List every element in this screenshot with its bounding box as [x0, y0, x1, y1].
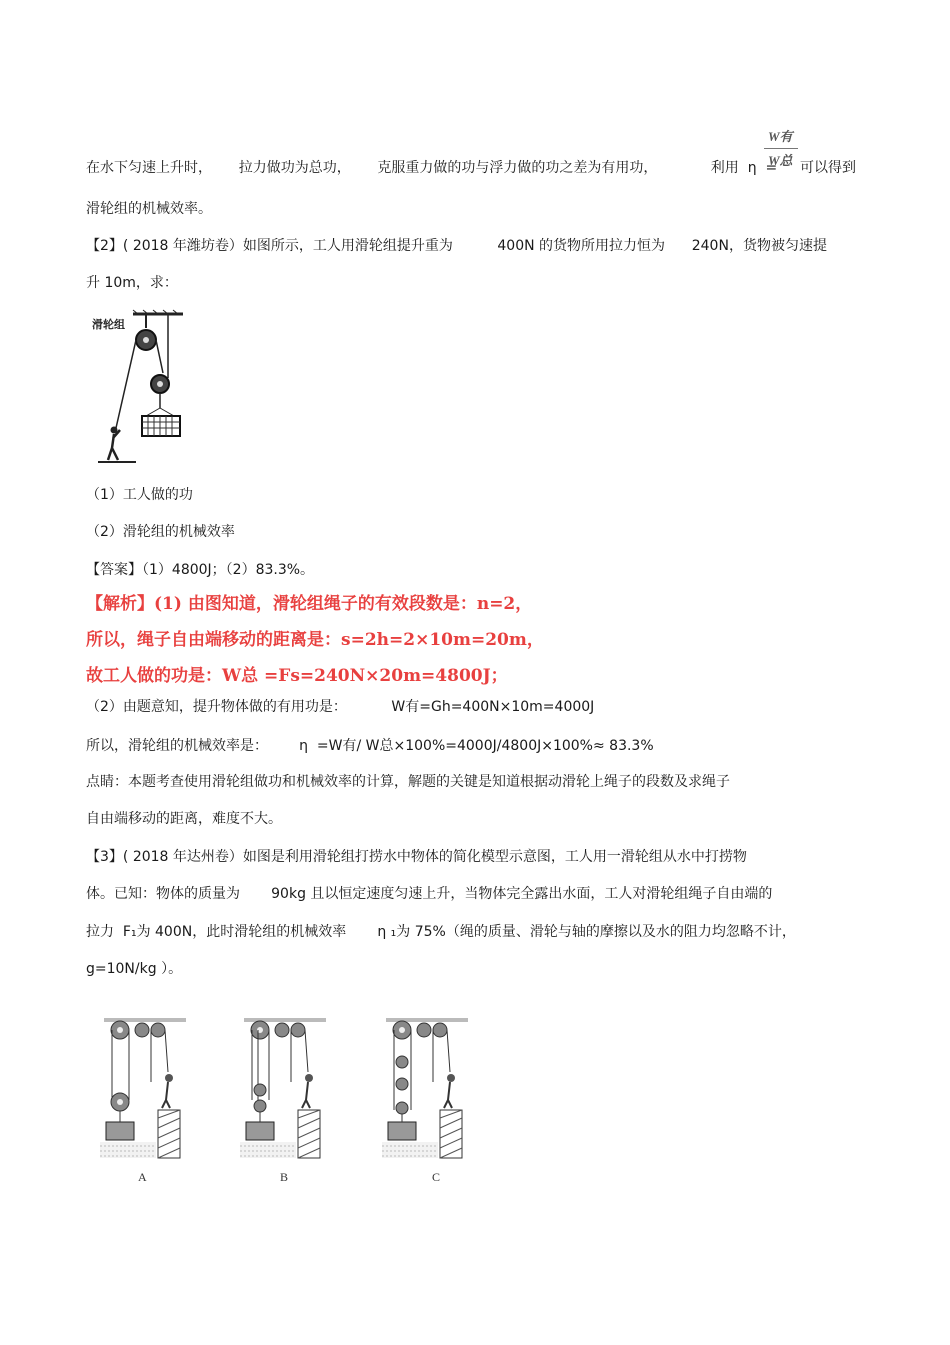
caption-c: C: [432, 1170, 441, 1184]
sub-question-2: （2）滑轮组的机械效率: [86, 524, 235, 540]
caption-b: B: [280, 1170, 289, 1184]
remark-line-2: 自由端移动的距离，难度不大。: [86, 811, 282, 827]
analysis-line-2: 所以，绳子自由端移动的距离是：s=2h=2×10m=20m，: [86, 630, 544, 650]
answer-line: 【答案】（1）4800J；（2）83.3%。: [86, 562, 315, 578]
caption-a: A: [138, 1170, 147, 1184]
analysis-line-1: 【解析】(1) 由图知道，滑轮组绳子的有效段数是：n=2，: [86, 594, 533, 614]
formula-denominator: W总: [768, 153, 793, 168]
pulley-worker-figure: [88, 308, 188, 468]
pulley-setup-a: [100, 1018, 186, 1158]
figure-label: 滑轮组: [92, 318, 125, 331]
sub-question-1: （1）工人做的功: [86, 487, 193, 503]
question-2-line-1: 【2】( 2018 年潍坊卷）如图所示，工人用滑轮组提升重为 400N 的货物所用拉力恒为 240N，货物被匀速提: [86, 238, 827, 254]
question-3-line-1: 【3】( 2018 年达州卷）如图是利用滑轮组打捞水中物体的简化模型示意图，工人用一滑轮组从水中打捞物: [86, 849, 747, 865]
remark-line-1: 点睛：本题考查使用滑轮组做功和机械效率的计算，解题的关键是知道根据动滑轮上绳子的段数及求绳子: [86, 774, 730, 790]
analysis-line-3: 故工人做的功是：W总 =Fs=240N×20m=4800J；: [86, 666, 508, 686]
pulley-options-figure: [96, 1012, 486, 1172]
pulley-setup-c: [382, 1018, 468, 1158]
text-line-1-tail: 可以得到: [800, 160, 856, 176]
text-line-2: 滑轮组的机械效率。: [86, 201, 212, 217]
question-3-line-4: g=10N/kg ）。: [86, 961, 183, 977]
question-2-line-2: 升 10m，求：: [86, 275, 178, 291]
formula-numerator: W有: [768, 129, 793, 144]
pulley-setup-b: [240, 1018, 326, 1158]
text-line-1: 在水下匀速上升时， 拉力做功为总功， 克服重力做的功与浮力做的功之差为有用功， 利用 η =: [86, 160, 778, 176]
question-3-line-2: 体。已知：物体的质量为 90kg 且以恒定速度匀速上升，当物体完全露出水面，工人对滑轮组绳子自由端的: [86, 886, 773, 902]
fraction-bar: [764, 148, 798, 149]
analysis-line-5: 所以，滑轮组的机械效率是： η =W有/ W总×100%=4000J/4800J×100%≈ 83.3%: [86, 738, 654, 754]
question-3-line-3: 拉力 F₁为 400N，此时滑轮组的机械效率 η ₁为 75%（绳的质量、滑轮与轴的摩擦以及水的阻力均忽略不计，: [86, 924, 796, 940]
analysis-line-4: （2）由题意知，提升物体做的有用功是： W有=Gh=400N×10m=4000J: [86, 699, 595, 715]
